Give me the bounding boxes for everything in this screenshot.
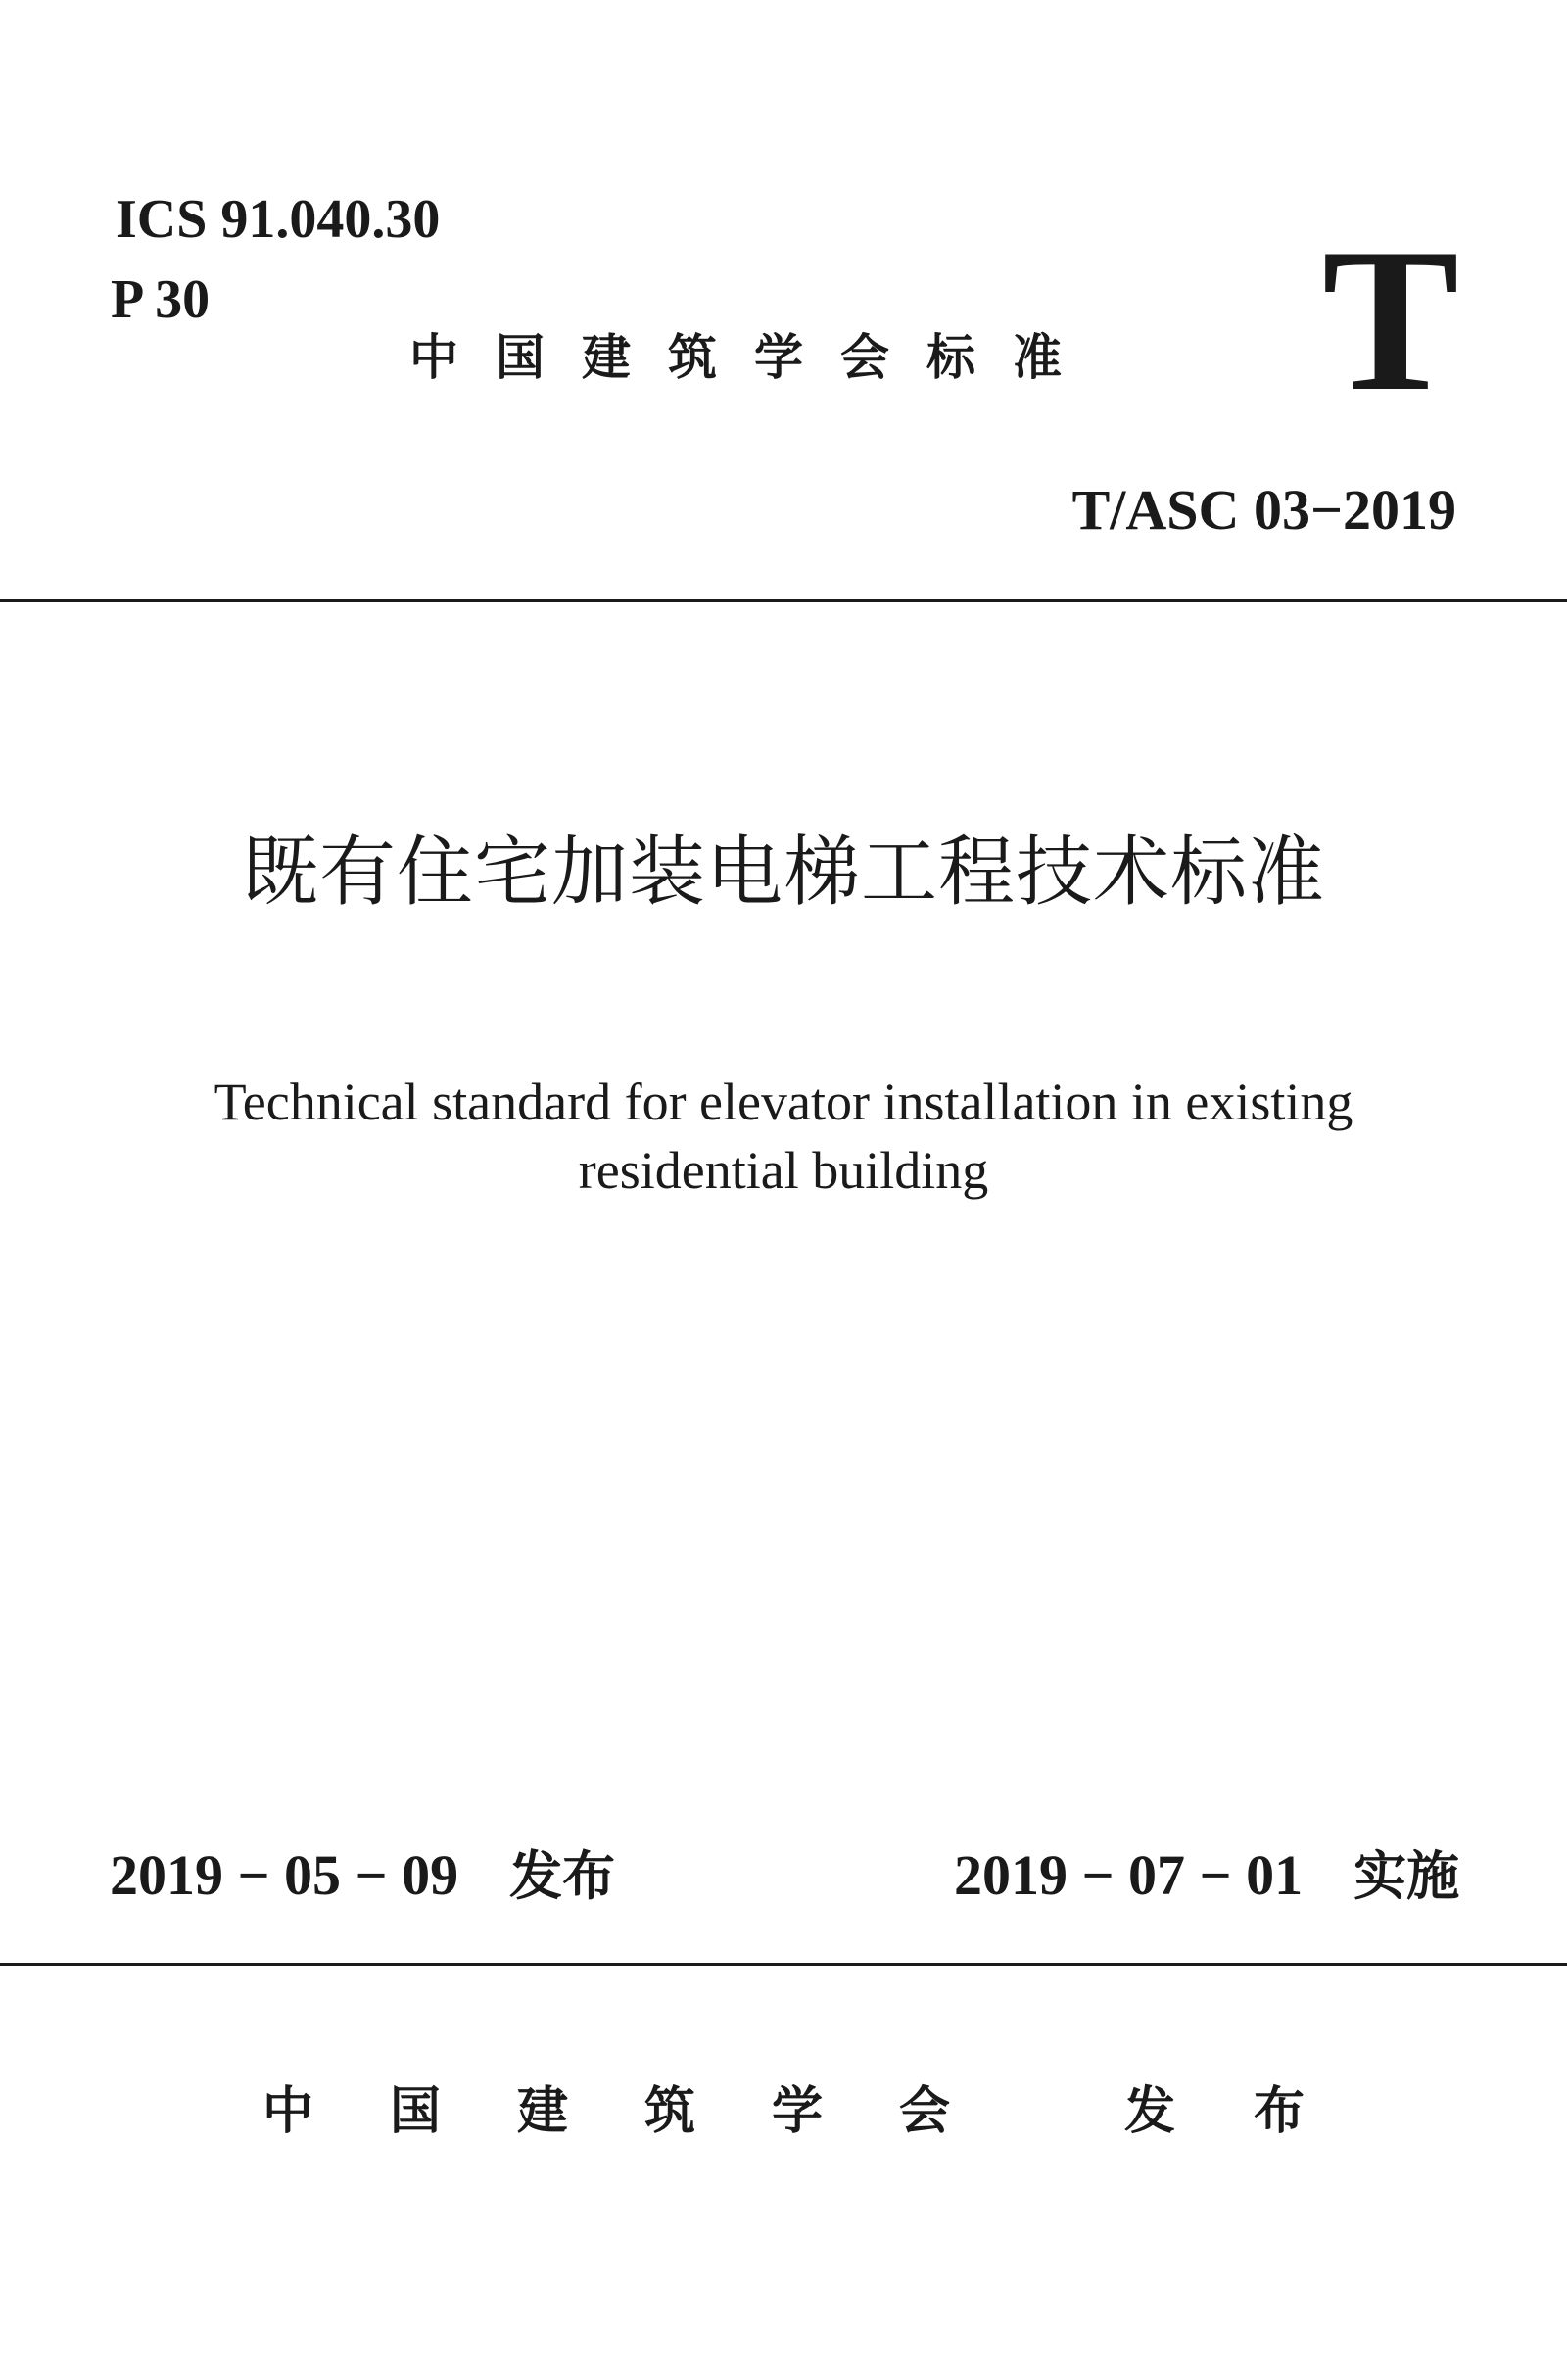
title-english-line-2: residential building — [578, 1141, 989, 1200]
publisher-name: 中国建筑学会 — [262, 2082, 1027, 2141]
issue-date: 2019 − 05 − 09 — [110, 1843, 459, 1907]
issue-label: 发布 — [509, 1845, 616, 1907]
implementation-label: 实施 — [1353, 1845, 1460, 1907]
implementation-date-block — [954, 1843, 1460, 1907]
implementation-date: 2019 − 07 − 01 — [954, 1843, 1304, 1907]
title-english-line-1: Technical standard for elevator installation in existing — [214, 1072, 1353, 1131]
title-chinese: 既有住宅加装电梯工程技术标准 — [241, 829, 1325, 917]
publish-label: 发布 — [1124, 2082, 1384, 2141]
standard-type-mark: T — [1321, 207, 1460, 434]
ics-code: ICS 91.040.30 — [116, 189, 441, 250]
title-english — [147, 1068, 1420, 1205]
ccs-code: P 30 — [111, 269, 211, 330]
top-divider — [0, 599, 1567, 602]
series-title: 中国建筑学会标准 — [409, 329, 1099, 386]
issue-date-block — [110, 1843, 616, 1907]
bottom-divider — [0, 1963, 1567, 1966]
standard-number: T/ASC 03−2019 — [1071, 478, 1456, 542]
